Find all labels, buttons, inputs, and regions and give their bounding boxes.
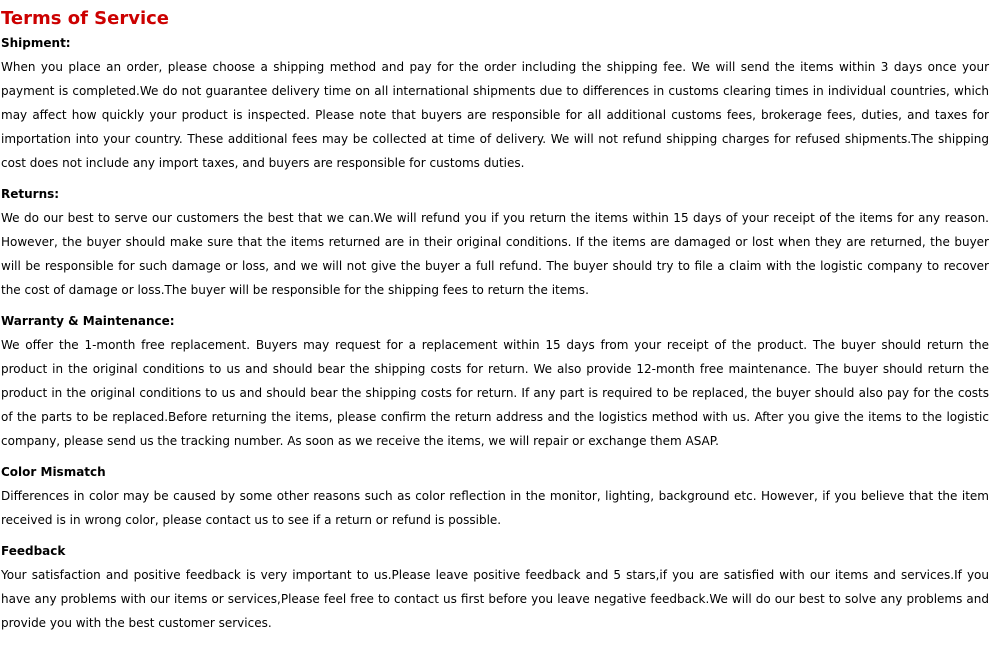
section-feedback — [1, 543, 989, 635]
section-heading: Returns: — [1, 187, 60, 201]
section-warranty-maintenance — [1, 313, 989, 453]
section-body: When you place an order, please choose a shipping method and pay for the order including the shipping fee. We will send the items within 3 days once your payment is completed.We do not guarantee delivery time on all international shipments due to differences in customs clearing times in individual countries, which may affect how quickly your product is inspected. Please note that buyers are responsible for all additional customs fees, brokerage fees, duties, and taxes for importation into your country. These additional fees may be collected at time of delivery. We will not refund shipping charges for refused shipments.The shipping cost does not include any import taxes, and buyers are responsible for customs duties. — [1, 60, 989, 170]
section-body: Differences in color may be caused by some other reasons such as color reflection in the monitor, lighting, background etc. However, if you believe that the item received is in wrong color, please contact us to see if a return or refund is possible. — [1, 489, 989, 527]
section-shipment — [1, 35, 989, 175]
section-heading: Color Mismatch — [1, 465, 106, 479]
section-heading: Shipment: — [1, 36, 71, 50]
section-heading: Warranty & Maintenance: — [1, 314, 175, 328]
section-body: We do our best to serve our customers the best that we can.We will refund you if you return the items within 15 days of your receipt of the items for any reason. However, the buyer should make sure that the items returned are in their original conditions. If the items are damaged or lost when they are returned, the buyer will be responsible for such damage or loss, and we will not give the buyer a full refund. The buyer should try to file a claim with the logistic company to recover the cost of damage or loss.The buyer will be responsible for the shipping fees to return the items. — [1, 211, 989, 297]
section-returns — [1, 186, 989, 302]
section-body: We offer the 1-month free replacement. Buyers may request for a replacement within 15 days from your receipt of the product. The buyer should return the product in the original conditions to us and should bear the shipping costs for return. We also provide 12-month free maintenance. The buyer should return the product in the original conditions to us and should bear the shipping costs for return. If any part is required to be replaced, the buyer should also pay for the costs of the parts to be replaced.Before returning the items, please confirm the return address and the logistics method with us. After you give the items to the logistic company, please send us the tracking number. As soon as we receive the items, we will repair or exchange them ASAP. — [1, 338, 989, 448]
page-title: Terms of Service — [1, 8, 170, 29]
section-color-mismatch — [1, 464, 989, 532]
section-body: Your satisfaction and positive feedback is very important to us.Please leave positive feedback and 5 stars,if you are satisfied with our items and services.If you have any problems with our items or services,Please feel free to contact us first before you leave negative feedback.We will do our best to solve any problems and provide you with the best customer services. — [1, 568, 989, 630]
section-heading: Feedback — [1, 544, 66, 558]
